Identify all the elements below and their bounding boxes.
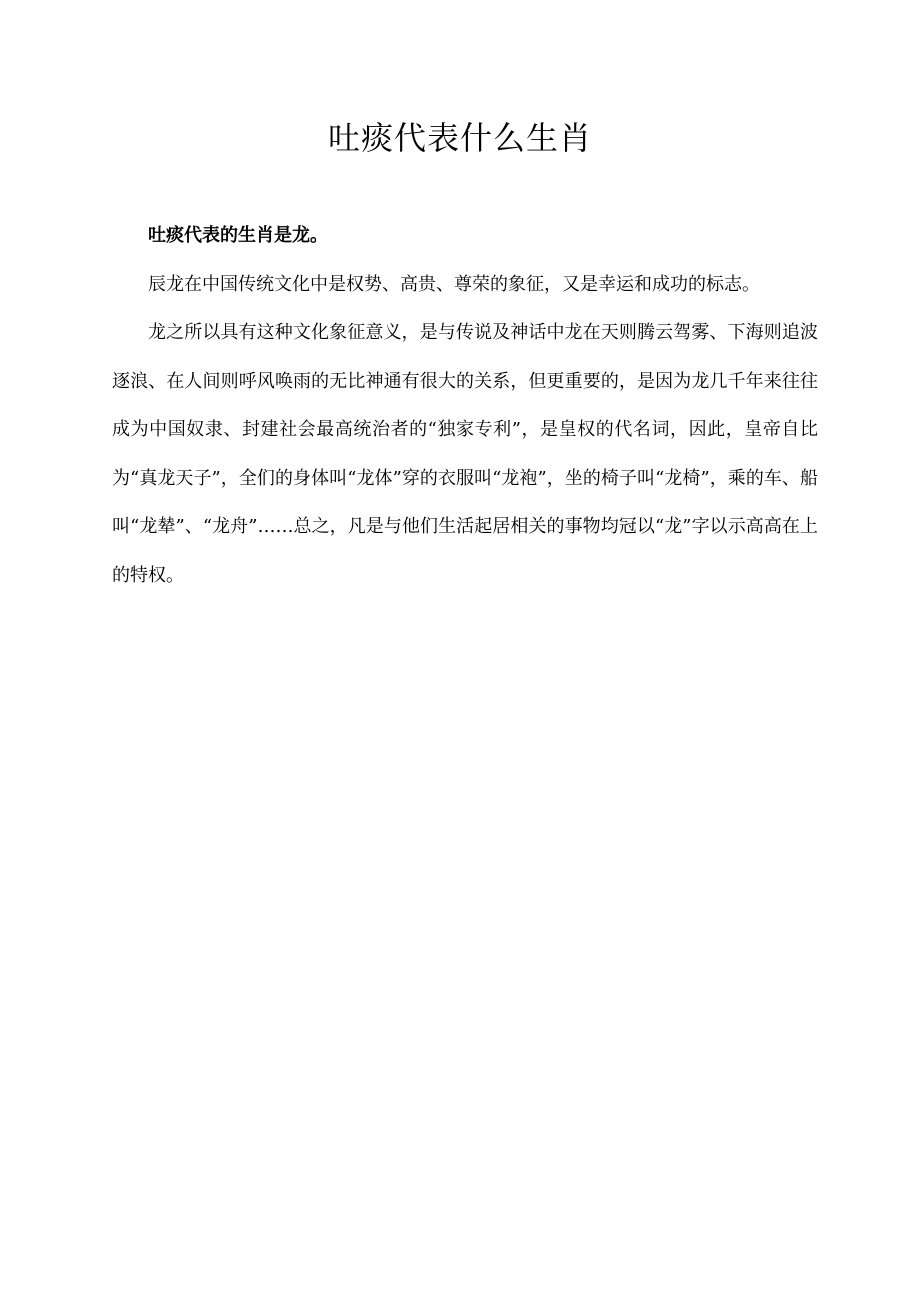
body-paragraph: 辰龙在中国传统文化中是权势、高贵、尊荣的象征，又是幸运和成功的标志。	[148, 273, 760, 295]
document-title: 吐痰代表什么生肖	[327, 119, 592, 157]
document-body	[112, 212, 818, 600]
lead-paragraph: 吐痰代表的生肖是龙。	[148, 225, 328, 246]
body-paragraph: 龙之所以具有这种文化象征意义，是与传说及神话中龙在天则腾云驾雾、下海则追波逐浪、在人间则呼风唤雨的无比神通有很大的关系，但更重要的，是因为龙几千年来往往成为中国奴隶、封建社会最高统治者的“独家专利”，是皇权的代名词，因此，皇帝自比为“真龙天子”，全们的身体叫“龙体”穿的衣服叫“龙袍”，坐的椅子叫“龙椅”，乘的车、船叫“龙辇”、“龙舟”……总之，凡是与他们生活起居相关的事物均冠以“龙”字以示高高在上的特权。	[112, 322, 818, 586]
